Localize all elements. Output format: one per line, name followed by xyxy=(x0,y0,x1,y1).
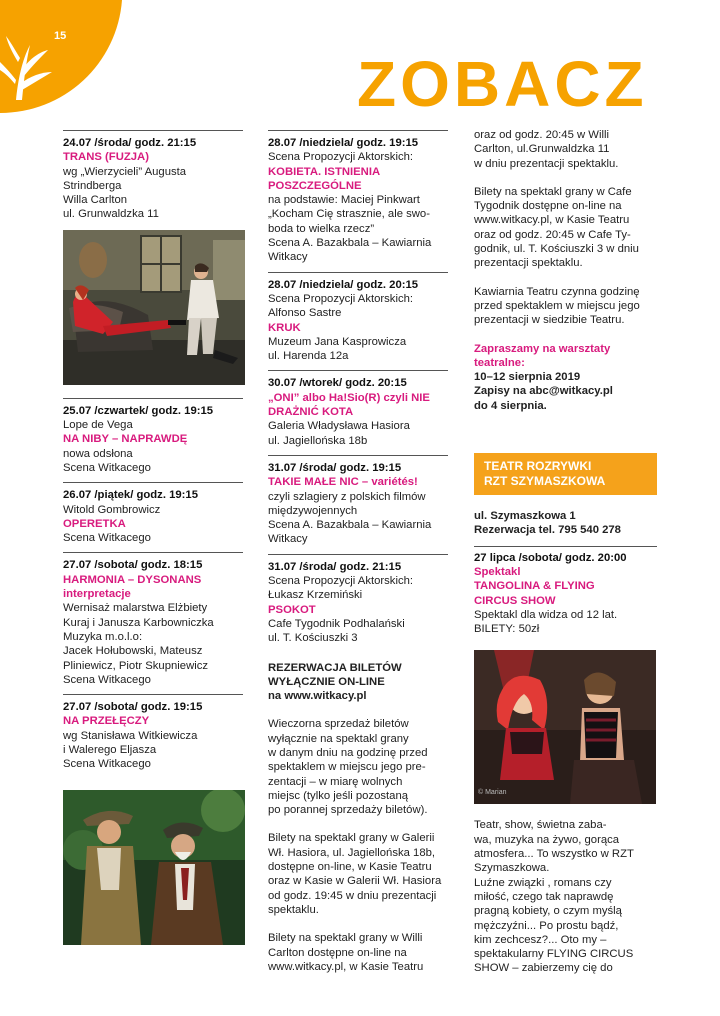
text-line: Kawiarnia Teatru czynna godzinę xyxy=(474,285,640,298)
event-title: NA NIBY – NAPRAWDĘ xyxy=(63,433,188,446)
event-line: Muzyka m.o.l.o: xyxy=(63,630,143,643)
event-line: Wernisaż malarstwa Elżbiety xyxy=(63,602,208,615)
event-line: Scena Propozycji Aktorskich: xyxy=(268,575,414,588)
text-line: www.witkacy.pl, w Kasie Teatru xyxy=(474,214,630,227)
paragraph-cafe-tygodnik xyxy=(474,185,657,271)
event-line: Lope de Vega xyxy=(63,419,133,432)
text-line: Wieczorna sprzedaż biletów xyxy=(268,718,409,731)
text-line: Teatr, show, świetna zaba- xyxy=(474,819,607,832)
event-title: POSZCZEGÓLNE xyxy=(268,179,362,192)
event-line: Witkacy xyxy=(268,533,308,546)
notice-heading: WYŁĄCZNIE ON-LINE xyxy=(268,675,385,688)
event-date: 30.07 /wtorek/ godz. 20:15 xyxy=(268,377,407,390)
event-line: wg Stanisława Witkiewicza xyxy=(63,729,198,742)
event-line: Jacek Hołubowski, Mateusz xyxy=(63,645,203,658)
rzt-address: ul. Szymaszkowa 1 xyxy=(474,510,576,523)
event-title: Spektakl xyxy=(474,565,521,578)
rzt-header-box xyxy=(474,453,657,495)
text-line: spektaklu. xyxy=(268,903,319,916)
event-na-niby xyxy=(63,398,243,482)
event-date: 31.07 /środa/ godz. 19:15 xyxy=(268,461,402,474)
event-line: na podstawie: Maciej Pinkwart xyxy=(268,194,420,207)
photo-tangolina-wrap xyxy=(474,650,656,804)
divider xyxy=(474,546,657,547)
text-line: wa, muzyka na żywo, gorąca xyxy=(474,833,620,846)
paragraph-cafe-hours xyxy=(474,285,657,328)
text-line: miejsc (tylko jeśli pozostaną xyxy=(268,789,409,802)
event-operetka xyxy=(63,482,243,552)
page-heading: ZOBACZ xyxy=(357,48,648,120)
photo-trans xyxy=(63,230,245,385)
page-number: 15 xyxy=(54,30,67,42)
event-title: NA PRZEŁĘCZY xyxy=(63,715,150,728)
event-na-przeleczy xyxy=(63,694,243,957)
corner-logo xyxy=(0,0,130,115)
workshop-invite xyxy=(474,342,657,413)
text-line: mężczyźni... Po prostu bądź, xyxy=(474,919,619,932)
event-line: Galeria Władysława Hasiora xyxy=(268,420,410,433)
event-line: Scena Witkacego xyxy=(63,461,151,474)
text-line: www.witkacy.pl, w Kasie Teatru xyxy=(268,960,424,973)
text-line: miłość, czego tak naprawdę xyxy=(474,890,614,903)
text-line: Wł. Hasiora, ul. Jagiellońska 18b, xyxy=(268,846,436,859)
text-line: spektakularny FLYING CIRCUS xyxy=(474,948,634,961)
text-line: wyłącznie na spektakl grany xyxy=(268,732,409,745)
text-line: spektaklem w miejscu jego pre- xyxy=(268,761,426,774)
event-line: ul. Harenda 12a xyxy=(268,350,349,363)
text-line: Szymaszkowa. xyxy=(474,862,550,875)
event-title: HARMONIA – DYSONANS xyxy=(63,573,202,586)
event-line: Scena Witkacego xyxy=(63,673,151,686)
photo-credit: © Marian xyxy=(478,789,507,797)
event-date: 26.07 /piątek/ godz. 19:15 xyxy=(63,489,198,502)
event-title: „ONI” albo Ha!Sio(R) czyli NIE xyxy=(268,391,430,404)
photo-na-przeleczy xyxy=(63,790,245,945)
event-line: BILETY: 50zł xyxy=(474,623,540,636)
event-line: Muzeum Jana Kasprowicza xyxy=(268,335,407,348)
column-2 xyxy=(268,130,448,988)
event-kobieta xyxy=(268,130,448,272)
text-line: oraz w Kasie w Galerii Wł. Hasiora xyxy=(268,875,442,888)
notice-heading: REZERWACJA BILETÓW xyxy=(268,661,402,674)
event-oni xyxy=(268,370,448,454)
event-line: ul. T. Kościuszki 3 xyxy=(268,632,358,645)
paragraph-hasior xyxy=(268,831,448,917)
text-line: od godz. 19:45 w dniu prezentacji xyxy=(268,889,437,902)
box-title: TEATR ROZRYWKI xyxy=(484,459,592,474)
text-line: Bilety na spektakl grany w Cafe xyxy=(474,185,632,198)
event-line: wg „Wierzycieli” Augusta xyxy=(63,165,187,178)
event-title: TANGOLINA & FLYING xyxy=(474,580,595,593)
event-line: Willa Carlton xyxy=(63,194,128,207)
event-line: Alfonso Sastre xyxy=(268,307,342,320)
text-line: pragną kobiety, o czym myślą xyxy=(474,905,622,918)
text-line: oraz od godz. 20:45 w Willi xyxy=(474,129,610,141)
event-subtitle: interpretacje xyxy=(63,588,131,601)
invite-heading: teatralne: xyxy=(474,356,525,369)
event-title: TRANS (FUZJA) xyxy=(63,151,149,164)
text-line: w dniu prezentacji spektaklu. xyxy=(474,157,619,170)
event-line: Scena A. Bazakbala – Kawiarnia xyxy=(268,519,432,532)
event-line: ul. Grunwaldzka 11 xyxy=(63,208,159,221)
event-line: czyli szlagiery z polskich filmów xyxy=(268,490,426,503)
text-line: kim zechcesz?... Oto my – xyxy=(474,933,607,946)
text-line: prezentacji spektaklu. xyxy=(474,257,583,270)
event-line: międzywojennych xyxy=(268,504,358,517)
invite-signup[interactable]: Zapisy na abc@witkacy.pl xyxy=(474,385,613,398)
text-line: atmosfera... To wszystko w RZT xyxy=(474,848,634,861)
event-date: 31.07 /środa/ godz. 21:15 xyxy=(268,560,402,573)
event-line: Kuraj i Janusza Karbowniczka xyxy=(63,616,214,629)
ticket-notice xyxy=(268,661,448,704)
event-date: 27 lipca /sobota/ godz. 20:00 xyxy=(474,551,627,564)
event-line: „Kocham Cię strasznie, ale swo- xyxy=(268,208,430,221)
event-title: PSOKOT xyxy=(268,603,316,616)
event-line: Spektakl dla widza od 12 lat. xyxy=(474,608,618,621)
invite-deadline: do 4 sierpnia. xyxy=(474,399,547,412)
box-title: RZT SZYMASZKOWA xyxy=(484,474,606,489)
event-line: boda to wielka rzecz” xyxy=(268,222,375,235)
text-line: Bilety na spektakl grany w Galerii xyxy=(268,832,435,845)
text-line: Luźne związki , romans czy xyxy=(474,876,612,889)
event-psokot xyxy=(268,554,448,653)
event-line: Witkacy xyxy=(268,251,308,264)
event-tangolina xyxy=(474,551,657,637)
event-title: DRAŻNIĆ KOTA xyxy=(268,406,354,419)
paragraph-carlton xyxy=(268,931,448,974)
text-line: godnik, ul. T. Kościuszki 3 w dniu xyxy=(474,243,639,256)
event-line: ul. Jagiellońska 18b xyxy=(268,434,368,447)
paragraph-show-description xyxy=(474,818,657,975)
event-line: Pliniewicz, Piotr Skupniewicz xyxy=(63,659,209,672)
text-line: w danym dniu na godzinę przed xyxy=(268,746,428,759)
event-line: Scena A. Bazakbala – Kawiarnia xyxy=(268,237,432,250)
text-line: prezentacji w siedzibie Teatru. xyxy=(474,314,625,327)
paragraph-carlton-cont xyxy=(474,128,657,171)
event-line: Strindberga xyxy=(63,179,122,192)
text-line: Carlton dostępne on-line na xyxy=(268,946,407,959)
photo-tangolina xyxy=(474,650,656,804)
paragraph-evening-sale xyxy=(268,717,448,817)
event-line: Scena Witkacego xyxy=(63,758,151,771)
event-title: KOBIETA. ISTNIENIA xyxy=(268,165,381,178)
event-line: i Walerego Eljasza xyxy=(63,744,157,757)
event-date: 24.07 /środa/ godz. 21:15 xyxy=(63,137,197,149)
event-harmonia xyxy=(63,552,243,694)
column-1 xyxy=(63,130,243,958)
event-kruk xyxy=(268,272,448,371)
event-line: Łukasz Krzemiński xyxy=(268,589,363,602)
event-title: CIRCUS SHOW xyxy=(474,594,556,607)
event-date: 25.07 /czwartek/ godz. 19:15 xyxy=(63,404,214,417)
text-line: przed spektaklem w miejscu jego xyxy=(474,299,640,312)
event-title: KRUK xyxy=(268,321,301,334)
event-line: Scena Witkacego xyxy=(63,532,151,545)
event-line: nowa odsłona xyxy=(63,447,133,460)
invite-dates: 10–12 sierpnia 2019 xyxy=(474,371,581,384)
event-line: Scena Propozycji Aktorskich: xyxy=(268,151,414,164)
rzt-reservation: Rezerwacja tel. 795 540 278 xyxy=(474,524,621,537)
text-line: dostępne on-line, w Kasie Teatru xyxy=(268,861,432,874)
event-line: Scena Propozycji Aktorskich: xyxy=(268,292,414,305)
event-date: 27.07 /sobota/ godz. 19:15 xyxy=(63,701,203,714)
text-line: zentacji – w miarę wolnych xyxy=(268,775,403,788)
text-line: oraz od godz. 20:45 w Cafe Ty- xyxy=(474,228,631,241)
text-line: Bilety na spektakl grany w Willi xyxy=(268,932,423,945)
event-title: OPERETKA xyxy=(63,517,126,530)
text-line: po porannej sprzedaży biletów). xyxy=(268,804,428,817)
column-3 xyxy=(474,128,657,976)
invite-heading: Zapraszamy na warsztaty xyxy=(474,342,611,355)
text-line: Carlton, ul.Grunwaldzka 11 xyxy=(474,143,610,156)
text-line: SHOW – zabierzemy cię do xyxy=(474,962,613,975)
event-date: 28.07 /niedziela/ godz. 19:15 xyxy=(268,137,419,149)
text-line: Tygodnik dostępne on-line na xyxy=(474,200,622,213)
event-line: Witold Gombrowicz xyxy=(63,503,161,516)
event-takie-male-nic xyxy=(268,455,448,554)
event-date: 28.07 /niedziela/ godz. 20:15 xyxy=(268,278,419,291)
notice-link[interactable]: na www.witkacy.pl xyxy=(268,690,367,703)
event-trans xyxy=(63,130,243,398)
event-date: 27.07 /sobota/ godz. 18:15 xyxy=(63,559,203,572)
event-line: Cafe Tygodnik Podhalański xyxy=(268,617,405,630)
event-title: TAKIE MAŁE NIC – variétés! xyxy=(268,476,418,489)
